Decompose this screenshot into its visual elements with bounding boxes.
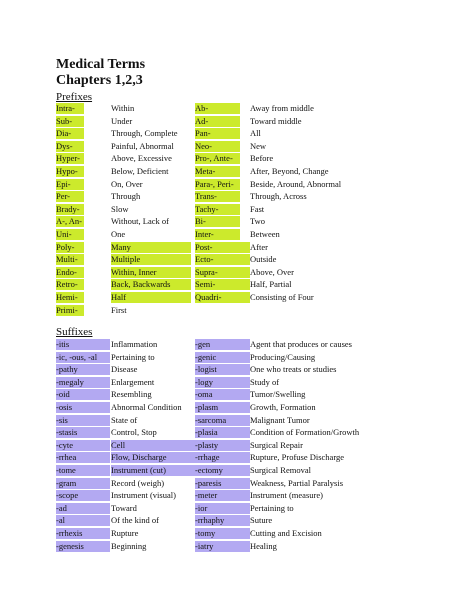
prefix-term: Semi- [195, 279, 250, 290]
prefix-term: Ab- [195, 103, 240, 114]
prefix-term: Hemi- [56, 292, 84, 303]
suffixes-heading: Suffixes [56, 326, 93, 338]
term-meaning: After [250, 241, 268, 252]
suffix-row [56, 415, 456, 427]
prefix-row [56, 141, 456, 153]
suffix-row [56, 440, 456, 452]
term-meaning: Away from middle [250, 103, 314, 113]
prefix-term: Ad- [195, 116, 240, 127]
prefix-term: Pan- [195, 128, 240, 139]
term-meaning: Healing [250, 540, 277, 551]
term-meaning: Weakness, Partial Paralysis [250, 477, 344, 488]
suffix-term: -rrhexis [56, 528, 110, 539]
suffix-term: -tome [56, 465, 110, 476]
suffix-row [56, 465, 456, 477]
prefix-term: A-, An- [56, 216, 84, 227]
prefix-term: Ecto- [195, 254, 250, 265]
prefix-term: Hypo- [56, 166, 84, 177]
term-meaning: Many [111, 242, 191, 253]
term-meaning: Instrument (visual) [111, 490, 176, 501]
prefix-term: Sub- [56, 116, 84, 127]
term-meaning: First [111, 304, 127, 315]
suffix-term: -osis [56, 402, 110, 413]
suffix-row [56, 364, 456, 376]
suffix-term: -oma [195, 389, 250, 400]
term-meaning: Disease [111, 364, 138, 375]
prefix-term: Dia- [56, 128, 84, 139]
term-meaning: Beginning [111, 540, 147, 551]
term-meaning: Cell [111, 440, 196, 451]
term-meaning: Condition of Formation/Growth [250, 427, 360, 438]
prefix-term: Meta- [195, 166, 240, 177]
prefix-term: Epi- [56, 179, 84, 190]
term-meaning: Within [111, 103, 135, 113]
prefix-row [56, 267, 456, 279]
suffix-term: -oid [56, 389, 110, 400]
suffix-row [56, 541, 456, 553]
suffix-term: -scope [56, 490, 110, 501]
term-meaning: Without, Lack of [111, 216, 169, 227]
term-meaning: All [250, 128, 261, 139]
prefix-term: Retro- [56, 279, 84, 290]
prefix-term: Tachy- [195, 204, 240, 215]
term-meaning: Through [111, 191, 141, 202]
prefix-row [56, 116, 456, 128]
prefix-term: Per- [56, 191, 84, 202]
prefix-row [56, 166, 456, 178]
prefix-term: Multi- [56, 254, 84, 265]
suffix-row [56, 377, 456, 389]
suffix-term: -plasm [195, 402, 250, 413]
term-meaning: One [111, 229, 126, 239]
term-meaning: Record (weigh) [111, 477, 165, 488]
prefix-term: Endo- [56, 267, 84, 278]
suffix-term: -rrhea [56, 452, 110, 463]
prefix-term: Brady- [56, 204, 84, 215]
term-meaning: Toward [111, 502, 137, 513]
prefix-row [56, 305, 456, 317]
term-meaning: Multiple [111, 254, 191, 265]
document-subtitle: Chapters 1,2,3 [56, 73, 143, 88]
suffix-term: -rrhage [195, 452, 250, 463]
prefix-row [56, 292, 456, 304]
term-meaning: One who treats or studies [250, 364, 337, 375]
term-meaning: Through, Complete [111, 128, 178, 139]
term-meaning: State of [111, 414, 138, 425]
suffix-term: -genesis [56, 541, 110, 552]
prefix-term: Uni- [56, 229, 84, 240]
term-meaning: Before [250, 153, 274, 164]
suffix-row [56, 503, 456, 515]
term-meaning: Above, Excessive [111, 153, 172, 164]
suffix-row [56, 490, 456, 502]
suffix-term: -plasty [195, 440, 250, 451]
suffix-term: -tomy [195, 528, 250, 539]
term-meaning: Instrument (measure) [250, 490, 323, 501]
term-meaning: Half [111, 292, 191, 303]
suffix-term: -stasis [56, 427, 110, 438]
prefix-row [56, 254, 456, 266]
term-meaning: Control, Stop [111, 427, 157, 438]
suffix-term: -megaly [56, 377, 110, 388]
term-meaning: Consisting of Four [250, 292, 314, 302]
term-meaning: Pertaining to [111, 351, 155, 362]
term-meaning: Growth, Formation [250, 402, 316, 412]
term-meaning: Below, Deficient [111, 166, 169, 176]
prefixes-heading: Prefixes [56, 91, 93, 103]
term-meaning: Inflammation [111, 339, 158, 349]
prefix-term: Post- [195, 242, 250, 253]
term-meaning: Abnormal Condition [111, 402, 182, 412]
suffix-row [56, 339, 456, 351]
term-meaning: Two [250, 216, 265, 227]
term-meaning: Enlargement [111, 376, 155, 387]
term-meaning: Beside, Around, Abnormal [250, 178, 342, 189]
suffix-term: -gen [195, 339, 250, 350]
suffix-term: -logy [195, 377, 250, 388]
term-meaning: Outside [250, 254, 277, 265]
term-meaning: Rupture, Profuse Discharge [250, 452, 345, 463]
term-meaning: Agent that produces or causes [250, 339, 352, 349]
term-meaning: Of the kind of [111, 515, 159, 526]
suffix-term: -al [56, 515, 110, 526]
prefix-term: Quadri- [195, 292, 250, 303]
suffix-term: -paresis [195, 478, 250, 489]
term-meaning: Suture [250, 515, 273, 526]
suffix-term: -sis [56, 415, 110, 426]
suffix-term: -meter [195, 490, 250, 501]
prefix-row [56, 128, 456, 140]
term-meaning: Malignant Tumor [250, 414, 310, 425]
term-meaning: Surgical Repair [250, 439, 303, 450]
term-meaning: Study of [250, 376, 280, 387]
suffix-term: -genic [195, 352, 250, 363]
suffix-term: -ad [56, 503, 110, 514]
suffix-term: -logist [195, 364, 250, 375]
suffix-row [56, 427, 456, 439]
term-meaning: Surgical Removal [250, 465, 311, 475]
suffix-term: -gram [56, 478, 110, 489]
term-meaning: Fast [250, 203, 265, 214]
prefix-row [56, 216, 456, 228]
prefix-row [56, 279, 456, 291]
suffix-term: -ectomy [195, 465, 250, 476]
suffix-term: -cyte [56, 440, 110, 451]
term-meaning: Rupture [111, 528, 139, 538]
suffix-term: -plasia [195, 427, 250, 438]
suffix-row [56, 478, 456, 490]
term-meaning: Between [250, 229, 280, 239]
prefix-row [56, 204, 456, 216]
prefix-row [56, 103, 456, 115]
suffix-row [56, 528, 456, 540]
term-meaning: Half, Partial [250, 279, 292, 290]
suffix-term: -rrhaphy [195, 515, 250, 526]
term-meaning: After, Beyond, Change [250, 166, 329, 176]
term-meaning: Flow, Discharge [111, 452, 196, 463]
prefix-term: Intra- [56, 103, 84, 114]
prefix-term: Trans- [195, 191, 240, 202]
suffix-row [56, 452, 456, 464]
term-meaning: Producing/Causing [250, 351, 316, 362]
prefix-row [56, 153, 456, 165]
prefix-row [56, 179, 456, 191]
prefix-row [56, 191, 456, 203]
term-meaning: Above, Over [250, 266, 294, 277]
suffix-row [56, 389, 456, 401]
term-meaning: New [250, 140, 267, 151]
term-meaning: Pertaining to [250, 502, 294, 513]
suffix-term: -itis [56, 339, 110, 350]
term-meaning: Instrument (cut) [111, 465, 196, 476]
prefix-row [56, 242, 456, 254]
prefix-row [56, 229, 456, 241]
suffix-term: -sarcoma [195, 415, 250, 426]
suffix-row [56, 515, 456, 527]
prefix-term: Hyper- [56, 153, 84, 164]
prefix-term: Inter- [195, 229, 240, 240]
prefix-term: Neo- [195, 141, 240, 152]
prefix-term: Bi- [195, 216, 240, 227]
document-title: Medical Terms [56, 57, 146, 72]
prefix-term: Para-, Peri- [195, 179, 240, 190]
term-meaning: Tumor/Swelling [250, 389, 306, 400]
prefix-term: Poly- [56, 242, 84, 253]
suffix-row [56, 402, 456, 414]
term-meaning: Painful, Abnormal [111, 140, 174, 151]
term-meaning: Toward middle [250, 115, 302, 126]
term-meaning: Cutting and Excision [250, 528, 322, 538]
prefix-term: Primi- [56, 305, 84, 316]
term-meaning: Within, Inner [111, 267, 191, 278]
prefix-term: Pro-, Ante- [195, 153, 240, 164]
term-meaning: Under [111, 115, 133, 126]
suffix-term: -pathy [56, 364, 110, 375]
prefix-term: Dys- [56, 141, 84, 152]
prefix-term: Supra- [195, 267, 250, 278]
term-meaning: Resembling [111, 389, 152, 400]
suffix-term: -ic, -ous, -al [56, 352, 110, 363]
term-meaning: On, Over [111, 178, 143, 189]
suffix-term: -iatry [195, 541, 250, 552]
term-meaning: Slow [111, 203, 129, 214]
term-meaning: Back, Backwards [111, 279, 191, 290]
suffix-term: -ior [195, 503, 250, 514]
term-meaning: Through, Across [250, 191, 307, 202]
suffix-row [56, 352, 456, 364]
